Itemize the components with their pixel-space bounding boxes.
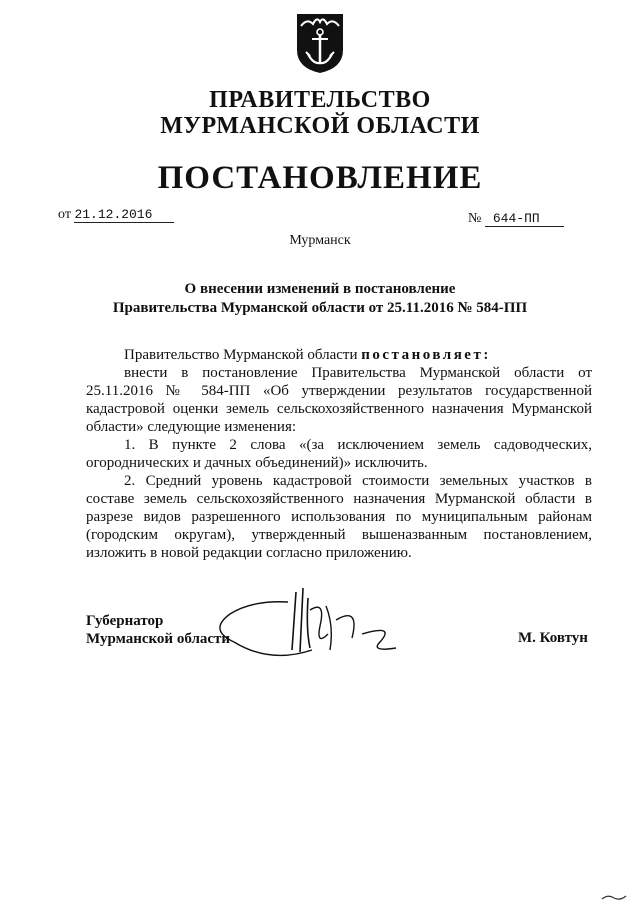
body-item-2: 2. Средний уровень кадастровой стоимости земельных участков в составе земель сельскохозяйственного назначения Мурманской области в разрезе видов разрешенного использования по муниципальным районам (городским округам), утвержденный вышеназванным постановлением, изложить в новой редакции согласно приложению. bbox=[86, 473, 592, 561]
document-city: Мурманск bbox=[289, 233, 351, 248]
signatory-title-line1: Губернатор bbox=[86, 613, 164, 629]
subject-line1: О внесении изменений в постановление bbox=[184, 281, 456, 297]
page-corner-mark bbox=[600, 893, 628, 901]
handwritten-signature bbox=[200, 580, 440, 670]
intro-text: Правительство Мурманской области bbox=[124, 347, 358, 363]
body-paragraph-1 bbox=[86, 364, 592, 436]
date-prefix: от bbox=[58, 207, 71, 222]
paragraph-1-text: внести в постановление Правительства Мурманской области от 25.11.2016 № 584-ПП «Об утверждении результатов государственной кадастровой оценки земель сельскохозяйственного назначения Мурманской области» следующие изменения: bbox=[86, 365, 592, 435]
organization-name-line1: ПРАВИТЕЛЬСТВО bbox=[209, 87, 431, 113]
coat-of-arms-icon bbox=[295, 12, 345, 74]
signatory-name: М. Ковтун bbox=[518, 630, 588, 646]
organization-name-line2: МУРМАНСКОЙ ОБЛАСТИ bbox=[160, 113, 480, 139]
number-value: 644-ПП bbox=[485, 212, 564, 227]
date-value: 21.12.2016 bbox=[74, 208, 174, 223]
document-subject bbox=[0, 280, 640, 318]
document-type-title: ПОСТАНОВЛЕНИЕ bbox=[157, 160, 483, 196]
subject-line2: Правительства Мурманской области от 25.11.2016 № 584-ПП bbox=[112, 300, 528, 316]
document-number bbox=[468, 211, 564, 227]
body-intro bbox=[86, 346, 592, 364]
signatory-title-line2: Мурманской области bbox=[86, 631, 231, 647]
intro-bold-word: постановляет: bbox=[361, 347, 491, 363]
document-date bbox=[58, 207, 174, 223]
body-item-1: 1. В пункте 2 слова «(за исключением земель садоводческих, огороднических и дачных объединений)» исключить. bbox=[86, 437, 592, 471]
number-prefix: № bbox=[468, 211, 482, 226]
